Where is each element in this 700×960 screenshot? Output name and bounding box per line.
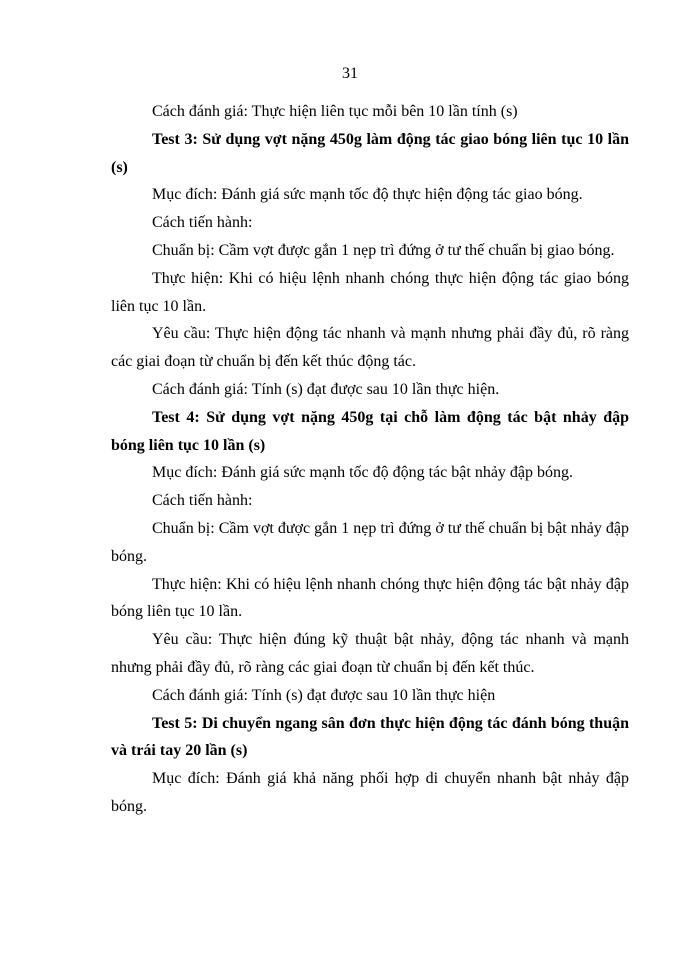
document-body [111, 98, 629, 821]
body-paragraph: Cách đánh giá: Tính (s) đạt được sau 10 lần thực hiện [152, 686, 496, 704]
body-paragraph: Chuẩn bị: Cầm vợt được gắn 1 nẹp trì đứng ở tư thế chuẩn bị giao bóng. [152, 241, 615, 259]
body-paragraph: Yêu cầu: Thực hiện động tác nhanh và mạnh nhưng phải đầy đủ, rõ ràng các giai đoạn từ chuẩn bị đến kết thúc động tác. [111, 325, 629, 371]
body-paragraph: Cách đánh giá: Tính (s) đạt được sau 10 lần thực hiện. [152, 380, 500, 398]
test-heading: Test 3: Sử dụng vợt nặng 450g làm động tác giao bóng liên tục 10 lần (s) [111, 130, 629, 176]
body-paragraph: Mục đích: Đánh giá khả năng phối hợp di chuyển nhanh bật nhảy đập bóng. [111, 770, 629, 815]
body-paragraph: Mục đích: Đánh giá sức mạnh tốc độ động tác bật nhảy đập bóng. [152, 464, 574, 482]
test-heading: Test 4: Sử dụng vợt nặng 450g tại chỗ làm động tác bật nhảy đập bóng liên tục 10 lần (s) [111, 408, 629, 454]
body-paragraph: Mục đích: Đánh giá sức mạnh tốc độ thực hiện động tác giao bóng. [152, 186, 583, 204]
body-paragraph: Thực hiện: Khi có hiệu lệnh nhanh chóng thực hiện động tác giao bóng liên tục 10 lần. [111, 269, 629, 315]
body-paragraph: Chuẩn bị: Cầm vợt được gắn 1 nẹp trì đứng ở tư thế chuẩn bị bật nhảy đập bóng. [111, 519, 629, 565]
body-paragraph: Yêu cầu: Thực hiện đúng kỹ thuật bật nhảy, động tác nhanh và mạnh nhưng phải đầy đủ, rõ ràng các giai đoạn từ chuẩn bị đến kết thúc. [111, 631, 629, 676]
body-paragraph: Cách tiến hành: [152, 214, 253, 232]
page-number: 31 [342, 65, 358, 82]
body-paragraph: Thực hiện: Khi có hiệu lệnh nhanh chóng thực hiện động tác bật nhảy đập bóng liên tục 10 lần. [111, 575, 629, 621]
test-heading: Test 5: Di chuyển ngang sân đơn thực hiện động tác đánh bóng thuận và trái tay 20 lần (s) [111, 714, 629, 760]
body-paragraph: Cách tiến hành: [152, 492, 253, 510]
body-paragraph: Cách đánh giá: Thực hiện liên tục mỗi bên 10 lần tính (s) [152, 103, 518, 120]
